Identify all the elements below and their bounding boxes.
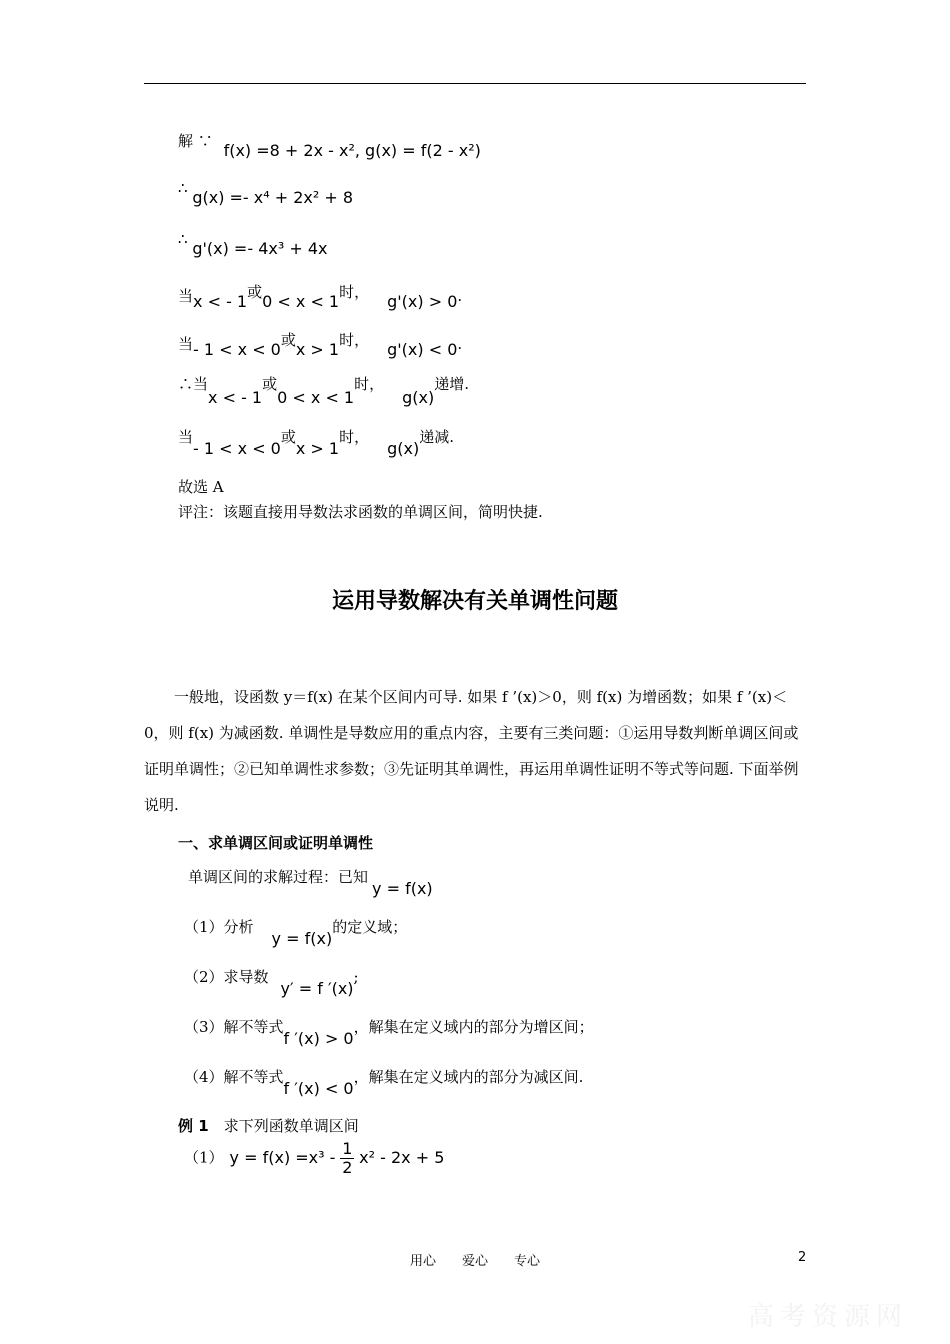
formula: 0 < x < 1 — [262, 292, 340, 311]
answer-choice: 故选 A — [178, 478, 224, 496]
text: （1）分析 — [184, 918, 254, 936]
text: ，解集在定义域内的部分为增区间； — [353, 1018, 594, 1036]
formula: g(x) — [387, 439, 420, 458]
text: （1） — [184, 1148, 224, 1167]
text: 时， — [339, 331, 370, 349]
formula: g'(x) > 0 — [387, 292, 458, 311]
solution-line-6 — [178, 373, 470, 407]
solution-label: 解 ∵ — [178, 132, 213, 150]
comment: 评注：该题直接用导数法求函数的单调区间，简明快捷. — [178, 503, 543, 521]
step-2 — [184, 966, 359, 998]
intro-paragraph: 一般地，设函数 y＝f(x) 在某个区间内可导. 如果 f ’(x)＞0，则 f(x) 为增函数；如果 f ’(x)＜0，则 f(x) 为减函数. 单调性是导数应用的重点内容，主要有三类问题：①运用导数判断单调区间或证明单调性；②已知单调性求参数；③先证明其单调性，再运用单调性证明不等式等问题. 下面举例说明. — [144, 688, 799, 814]
text: （2）求导数 — [184, 968, 269, 986]
example-item-1 — [184, 1139, 445, 1177]
text: 递增. — [434, 375, 470, 393]
text: 单调区间的求解过程：已知 — [188, 868, 369, 886]
page-number: 2 — [798, 1250, 807, 1265]
example-label: 例 1 — [178, 1117, 209, 1135]
text: ∴当 — [178, 375, 209, 393]
formula: g'(x) < 0 — [387, 340, 458, 359]
watermark: 高考资源网 — [748, 1302, 909, 1332]
step-3 — [184, 1016, 594, 1048]
header-rule — [144, 83, 806, 84]
formula: g(x) =- x⁴ + 2x² + 8 — [192, 188, 354, 207]
formula: 0 < x < 1 — [277, 388, 355, 407]
formula: f(x) =8 + 2x - x², g(x) = f(2 - x²) — [223, 141, 481, 160]
formula: - 1 < x < 0 — [193, 340, 281, 359]
therefore-symbol: ∴ — [178, 179, 188, 197]
formula: y′ = f ′(x) — [280, 979, 354, 998]
fraction-denominator: 2 — [342, 1158, 353, 1177]
solution-line-5 — [178, 331, 463, 359]
text: 或 — [262, 375, 278, 393]
text: ; — [353, 968, 359, 986]
solution-line-1 — [178, 130, 481, 160]
text: 时， — [354, 375, 385, 393]
step-1 — [184, 916, 408, 948]
text: 当 — [178, 428, 194, 446]
formula: - 1 < x < 0 — [193, 439, 281, 458]
text: （3）解不等式 — [184, 1018, 284, 1036]
fraction — [340, 1140, 354, 1177]
formula: g'(x) =- 4x³ + 4x — [192, 239, 328, 258]
text: 求下列函数单调区间 — [223, 1117, 359, 1135]
formula: x < - 1 — [208, 388, 263, 407]
section-title: 运用导数解决有关单调性问题 — [331, 589, 618, 614]
text: 或 — [280, 428, 296, 446]
formula: f ′(x) > 0 — [283, 1029, 354, 1048]
example-heading — [178, 1115, 359, 1136]
fraction-numerator: 1 — [342, 1139, 353, 1158]
text: 或 — [280, 331, 296, 349]
text: 当 — [178, 335, 194, 353]
formula: x > 1 — [295, 439, 340, 458]
text: ，解集在定义域内的部分为减区间. — [353, 1068, 584, 1086]
formula: y = f(x) — [372, 879, 433, 898]
text: . — [457, 335, 463, 353]
formula: g(x) — [402, 388, 435, 407]
text: 递减. — [419, 428, 455, 446]
text: . — [457, 287, 463, 305]
text: 的定义域； — [332, 918, 408, 936]
solution-line-4 — [178, 283, 463, 311]
formula: x > 1 — [295, 340, 340, 359]
solution-line-2 — [178, 178, 354, 207]
formula: x < - 1 — [193, 292, 248, 311]
formula: y = f(x) =x³ - — [229, 1147, 336, 1167]
footer-text: 用心 爱心 专心 — [409, 1254, 540, 1269]
solution-line-7 — [178, 426, 455, 458]
step-0 — [188, 866, 433, 898]
text: 时， — [339, 428, 370, 446]
text: 时， — [339, 283, 370, 301]
subheading: 一、求单调区间或证明单调性 — [178, 834, 374, 852]
formula: y = f(x) — [271, 929, 333, 948]
solution-line-3 — [178, 229, 328, 258]
text: （4）解不等式 — [184, 1068, 284, 1086]
text: 或 — [247, 283, 263, 301]
formula: f ′(x) < 0 — [283, 1079, 354, 1098]
formula: x² - 2x + 5 — [359, 1147, 445, 1167]
therefore-symbol: ∴ — [178, 230, 188, 248]
step-4 — [184, 1066, 584, 1098]
text: 当 — [178, 287, 194, 305]
